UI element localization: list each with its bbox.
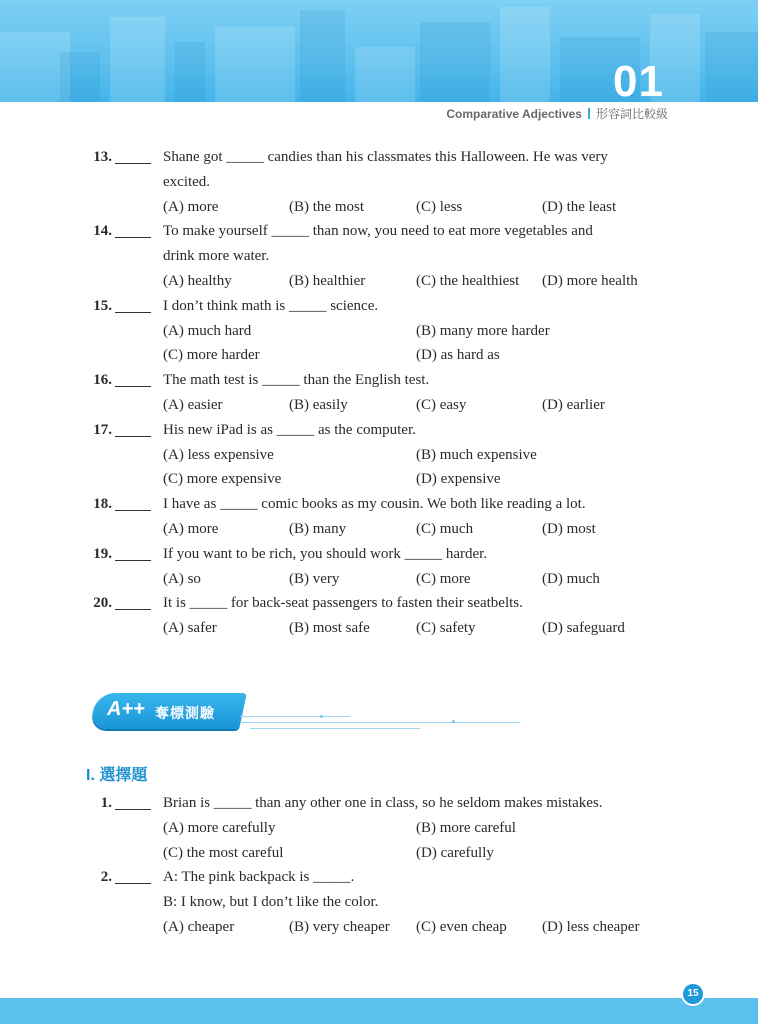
answer-blank[interactable] <box>113 368 153 393</box>
option-d[interactable]: (D) expensive <box>416 471 501 488</box>
badge-label: 奪標測驗 <box>155 705 215 721</box>
options-row <box>0 319 758 344</box>
option-a[interactable]: (A) cheaper <box>163 918 235 935</box>
option-d[interactable]: (D) the least <box>542 198 617 215</box>
badge-prefix: A++ <box>107 698 145 720</box>
question-number: 15. <box>93 297 112 314</box>
title-divider <box>588 108 590 119</box>
question-text: Brian is _____ than any other one in class, so he seldom makes mistakes. <box>163 795 603 811</box>
option-a[interactable]: (A) much hard <box>163 322 252 339</box>
question-number: 1. <box>100 795 112 811</box>
answer-blank[interactable] <box>113 418 153 443</box>
option-b[interactable]: (B) many more harder <box>416 322 550 339</box>
option-c[interactable]: (C) more harder <box>163 347 260 364</box>
question-number: 18. <box>93 496 112 513</box>
question-text: To make yourself _____ than now, you need to eat more vegetables and <box>163 223 593 240</box>
question-number: 14. <box>93 223 112 240</box>
option-b[interactable]: (B) many <box>289 520 347 537</box>
option-c[interactable]: (C) safety <box>416 620 476 637</box>
answer-blank[interactable] <box>113 294 153 319</box>
answer-blank[interactable] <box>113 145 153 170</box>
question-row <box>0 890 758 915</box>
question-text: A: The pink backpack is _____. <box>163 869 355 886</box>
question-row <box>0 418 758 443</box>
option-a[interactable]: (A) more carefully <box>163 819 276 836</box>
decor-dot <box>320 715 323 718</box>
option-a[interactable]: (A) safer <box>163 620 217 637</box>
question-number: 19. <box>93 545 112 562</box>
options-row <box>0 443 758 468</box>
options-row <box>0 915 758 940</box>
option-b[interactable]: (B) most safe <box>289 620 370 637</box>
section-badge <box>93 693 253 733</box>
question-row <box>0 865 758 890</box>
option-a[interactable]: (A) less expensive <box>163 446 274 463</box>
options-row <box>0 195 758 220</box>
question-text: If you want to be rich, you should work _____ harder. <box>163 545 488 562</box>
answer-blank[interactable] <box>113 791 153 816</box>
chapter-subtitle <box>446 105 668 122</box>
question-row <box>0 368 758 393</box>
chapter-title-zh: 形容詞比較級 <box>595 107 668 121</box>
options-row <box>0 517 758 542</box>
question-number: 20. <box>93 595 112 612</box>
chapter-number: 01 <box>613 57 664 102</box>
question-number: 16. <box>93 372 112 389</box>
option-b[interactable]: (B) the most <box>289 198 364 215</box>
footer-bar <box>0 998 758 1024</box>
options-row <box>0 393 758 418</box>
option-d[interactable]: (D) most <box>542 520 596 537</box>
decor-streak <box>240 722 520 723</box>
question-text: His new iPad is as _____ as the computer. <box>163 421 416 438</box>
question-row <box>0 492 758 517</box>
option-c[interactable]: (C) even cheap <box>416 918 507 935</box>
section-title: I. 選擇題 <box>86 767 148 784</box>
question-number: 17. <box>93 421 112 438</box>
option-b[interactable]: (B) very <box>289 570 340 587</box>
question-list-part2 <box>0 791 758 940</box>
question-text: The math test is _____ than the English test. <box>163 372 430 389</box>
decor-dot <box>452 720 455 723</box>
answer-blank[interactable] <box>113 492 153 517</box>
question-number: 2. <box>100 869 112 886</box>
question-row <box>0 244 758 269</box>
option-c[interactable]: (C) the most careful <box>163 844 284 861</box>
options-row <box>0 567 758 592</box>
question-text: It is _____ for back-seat passengers to fasten their seatbelts. <box>163 595 523 612</box>
question-text: I have as _____ comic books as my cousin. We both like reading a lot. <box>163 496 586 513</box>
header-banner <box>0 0 758 102</box>
option-a[interactable]: (A) healthy <box>163 272 232 289</box>
options-row <box>0 816 758 841</box>
option-d[interactable]: (D) less cheaper <box>542 918 640 935</box>
question-text: drink more water. <box>163 248 270 265</box>
answer-blank[interactable] <box>113 542 153 567</box>
options-row <box>0 269 758 294</box>
option-c[interactable]: (C) more expensive <box>163 471 282 488</box>
option-d[interactable]: (D) safeguard <box>542 620 625 637</box>
option-b[interactable]: (B) healthier <box>289 272 366 289</box>
option-d[interactable]: (D) much <box>542 570 600 587</box>
question-row <box>0 170 758 195</box>
option-a[interactable]: (A) more <box>163 198 219 215</box>
option-c[interactable]: (C) the healthiest <box>416 272 520 289</box>
question-text: Shane got _____ candies than his classmates this Halloween. He was very <box>163 149 608 165</box>
option-b[interactable]: (B) very cheaper <box>289 918 390 935</box>
question-number: 13. <box>93 149 112 165</box>
option-c[interactable]: (C) easy <box>416 396 467 413</box>
option-b[interactable]: (B) much expensive <box>416 446 537 463</box>
option-d[interactable]: (D) as hard as <box>416 347 500 364</box>
answer-blank[interactable] <box>113 219 153 244</box>
answer-blank[interactable] <box>113 591 153 616</box>
question-text: I don’t think math is _____ science. <box>163 297 379 314</box>
answer-blank[interactable] <box>113 865 153 890</box>
option-b[interactable]: (B) easily <box>289 396 348 413</box>
option-a[interactable]: (A) more <box>163 520 219 537</box>
options-row <box>0 343 758 368</box>
option-c[interactable]: (C) more <box>416 570 471 587</box>
option-d[interactable]: (D) carefully <box>416 844 494 861</box>
option-b[interactable]: (B) more careful <box>416 819 516 836</box>
decor-streak <box>240 716 350 717</box>
option-d[interactable]: (D) more health <box>542 272 638 289</box>
question-list-part1 <box>0 145 758 641</box>
page-number: 15 <box>681 982 705 1006</box>
question-row <box>0 542 758 567</box>
decor-streak <box>250 728 420 729</box>
option-a[interactable]: (A) easier <box>163 396 223 413</box>
option-c[interactable]: (C) much <box>416 520 474 537</box>
question-text: B: I know, but I don’t like the color. <box>163 894 379 911</box>
option-c[interactable]: (C) less <box>416 198 463 215</box>
question-row <box>0 591 758 616</box>
question-text: excited. <box>163 173 211 190</box>
options-row <box>0 616 758 641</box>
options-row <box>0 841 758 866</box>
chapter-title-en: Comparative Adjectives <box>446 106 582 121</box>
options-row <box>0 467 758 492</box>
question-row <box>0 294 758 319</box>
question-row <box>0 791 758 816</box>
question-row <box>0 219 758 244</box>
question-row <box>0 145 758 170</box>
option-a[interactable]: (A) so <box>163 570 201 587</box>
option-d[interactable]: (D) earlier <box>542 396 605 413</box>
